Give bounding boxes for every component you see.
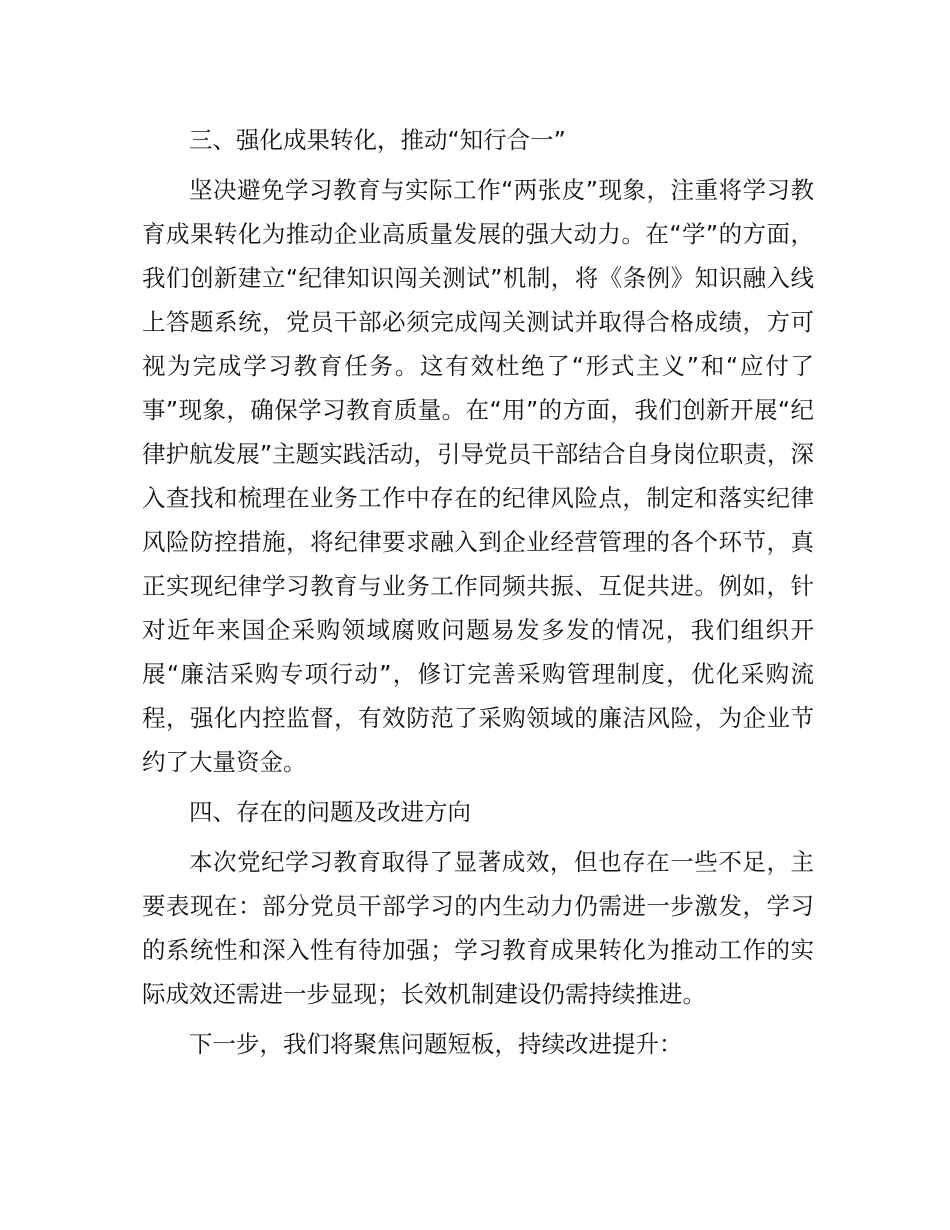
section-4-heading: 四、存在的问题及改进方向 bbox=[189, 798, 471, 826]
section-3-heading: 三、强化成果转化，推动“知行合一” bbox=[189, 126, 566, 154]
next-steps-paragraph: 下一步，我们将聚焦问题短板，持续改进提升： bbox=[189, 1030, 683, 1058]
section-3-paragraph: 坚决避免学习教育与实际工作“两张皮”现象，注重将学习教育成果转化为推动企业高质量发展的强大动力。在“学”的方面，我们创新建立“纪律知识闯关测试”机制，将《条例》知识融入线上答题系统，党员干部必须完成闯关测试并取得合格成绩，方可视为完成学习教育任务。这有效杜绝了“形式主义”和“应付了事”现象，确保学习教育质量。在“用”的方面，我们创新开展“纪律护航发展”主题实践活动，引导党员干部结合自身岗位职责，深入查找和梳理在业务工作中存在的纪律风险点，制定和落实纪律风险防控措施，将纪律要求融入到企业经营管理的各个环节，真正实现纪律学习教育与业务工作同频共振、互促共进。例如，针对近年来国企采购领域腐败问题易发多发的情况，我们组织开展“廉洁采购专项行动”，修订完善采购管理制度，优化采购流程，强化内控监督，有效防范了采购领域的廉洁风险，为企业节约了大量资金。 bbox=[142, 176, 814, 776]
document-body bbox=[142, 118, 814, 1066]
section-4-paragraph: 本次党纪学习教育取得了显著成效，但也存在一些不足，主要表现在：部分党员干部学习的内生动力仍需进一步激发，学习的系统性和深入性有待加强；学习教育成果转化为推动工作的实际成效还需进一步显现；长效机制建设仍需持续推进。 bbox=[142, 848, 814, 1008]
